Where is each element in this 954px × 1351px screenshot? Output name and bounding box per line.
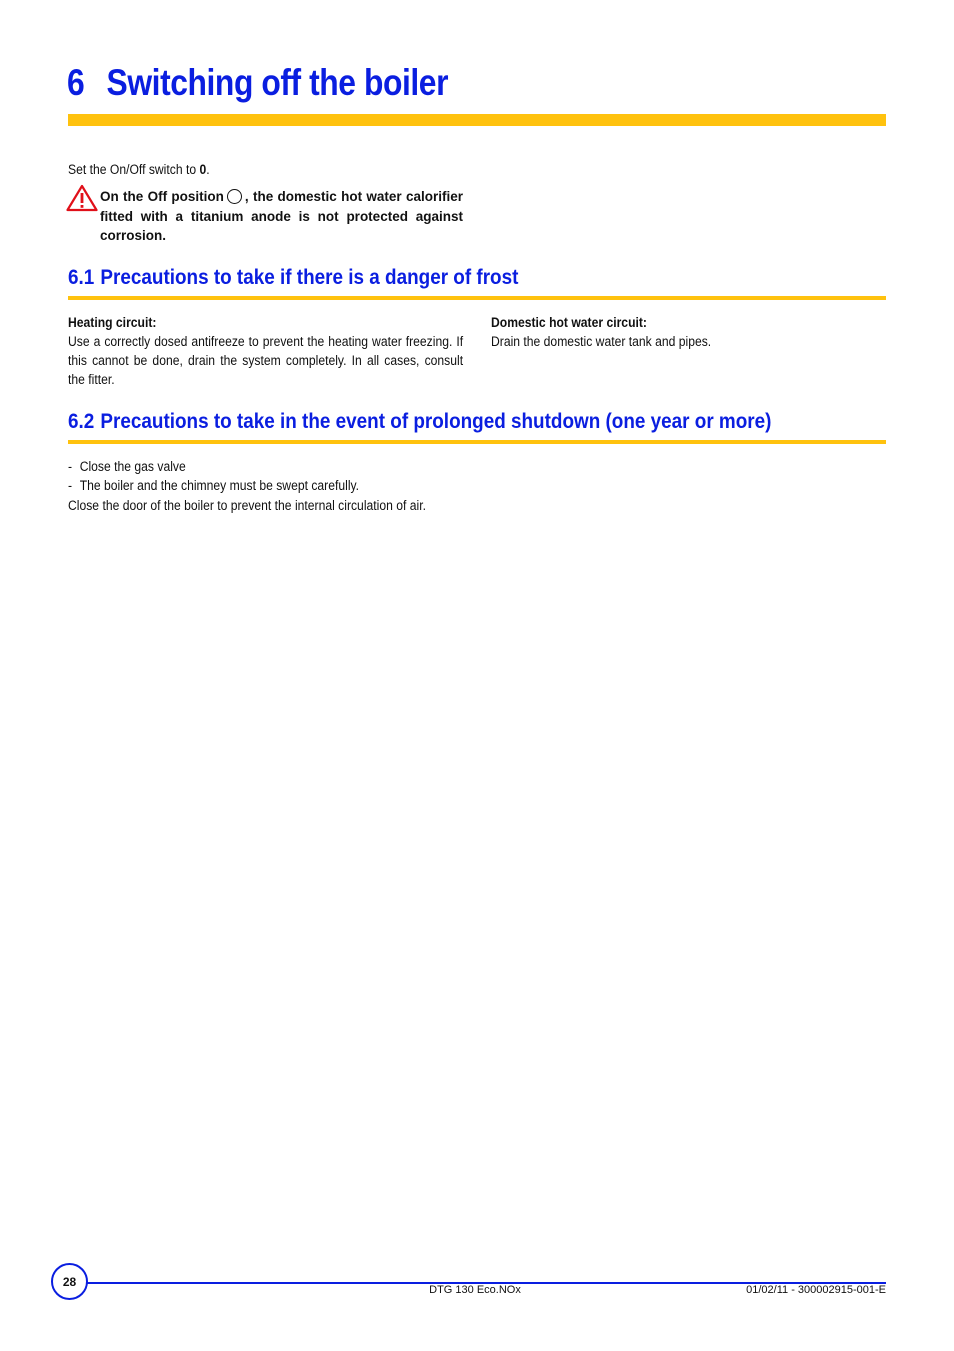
warning-text-end: , the domestic hot water calorifier fitted with a titanium anode is not protected against corrosion. bbox=[100, 189, 463, 244]
heating-circuit-text: Use a correctly dosed antifreeze to prevent the heating water freezing. If this cannot be done, drain the system completely. In all cases, consult the fitter. bbox=[68, 334, 464, 388]
section-6-1-title bbox=[68, 266, 518, 290]
warning-text-start: On the Off position bbox=[100, 189, 224, 204]
heating-circuit-column bbox=[68, 313, 464, 390]
page-number-badge bbox=[51, 1263, 88, 1300]
list-dash: - bbox=[68, 478, 73, 494]
intro-text: Set the On/Off switch to bbox=[68, 162, 200, 177]
footer-reference: 01/02/11 - 300002915-001-E bbox=[746, 1284, 886, 1296]
intro-punctuation: . bbox=[206, 162, 210, 177]
list-item-text: Close the gas valve bbox=[79, 459, 186, 474]
section-6-2-rule bbox=[68, 440, 886, 444]
dhw-circuit-text: Drain the domestic water tank and pipes. bbox=[491, 334, 712, 349]
list-item bbox=[68, 457, 608, 476]
warning-text bbox=[100, 187, 463, 246]
intro-paragraph bbox=[68, 160, 464, 180]
chapter-number: 6 bbox=[67, 62, 85, 103]
footer-model: DTG 130 Eco.NOx bbox=[429, 1284, 521, 1296]
list-item bbox=[68, 476, 608, 495]
shutdown-instructions bbox=[68, 457, 608, 515]
list-dash: - bbox=[68, 459, 73, 474]
page-number: 28 bbox=[62, 1274, 77, 1289]
section-6-1-number: 6.1 bbox=[68, 266, 95, 289]
heating-circuit-heading: Heating circuit: bbox=[68, 315, 157, 330]
dhw-circuit-heading: Domestic hot water circuit: bbox=[491, 315, 647, 330]
section-6-2-title-text: Precautions to take in the event of prolonged shutdown (one year or more) bbox=[100, 410, 772, 433]
warning-triangle-icon bbox=[66, 184, 98, 212]
list-item-text: The boiler and the chimney must be swept carefully. bbox=[79, 478, 360, 494]
section-6-2-number: 6.2 bbox=[68, 410, 95, 433]
section-6-1-rule bbox=[68, 296, 886, 300]
off-position-circle-icon bbox=[227, 189, 242, 204]
closing-instruction: Close the door of the boiler to prevent the internal circulation of air. bbox=[68, 497, 426, 513]
chapter-title-bar bbox=[68, 114, 886, 126]
dhw-circuit-column bbox=[491, 313, 847, 351]
chapter-title bbox=[67, 62, 448, 104]
section-6-1-title-text: Precautions to take if there is a danger of frost bbox=[100, 266, 519, 289]
section-6-2-title bbox=[68, 410, 771, 434]
chapter-title-text: Switching off the boiler bbox=[106, 62, 449, 103]
switch-value: 0 bbox=[199, 162, 207, 177]
